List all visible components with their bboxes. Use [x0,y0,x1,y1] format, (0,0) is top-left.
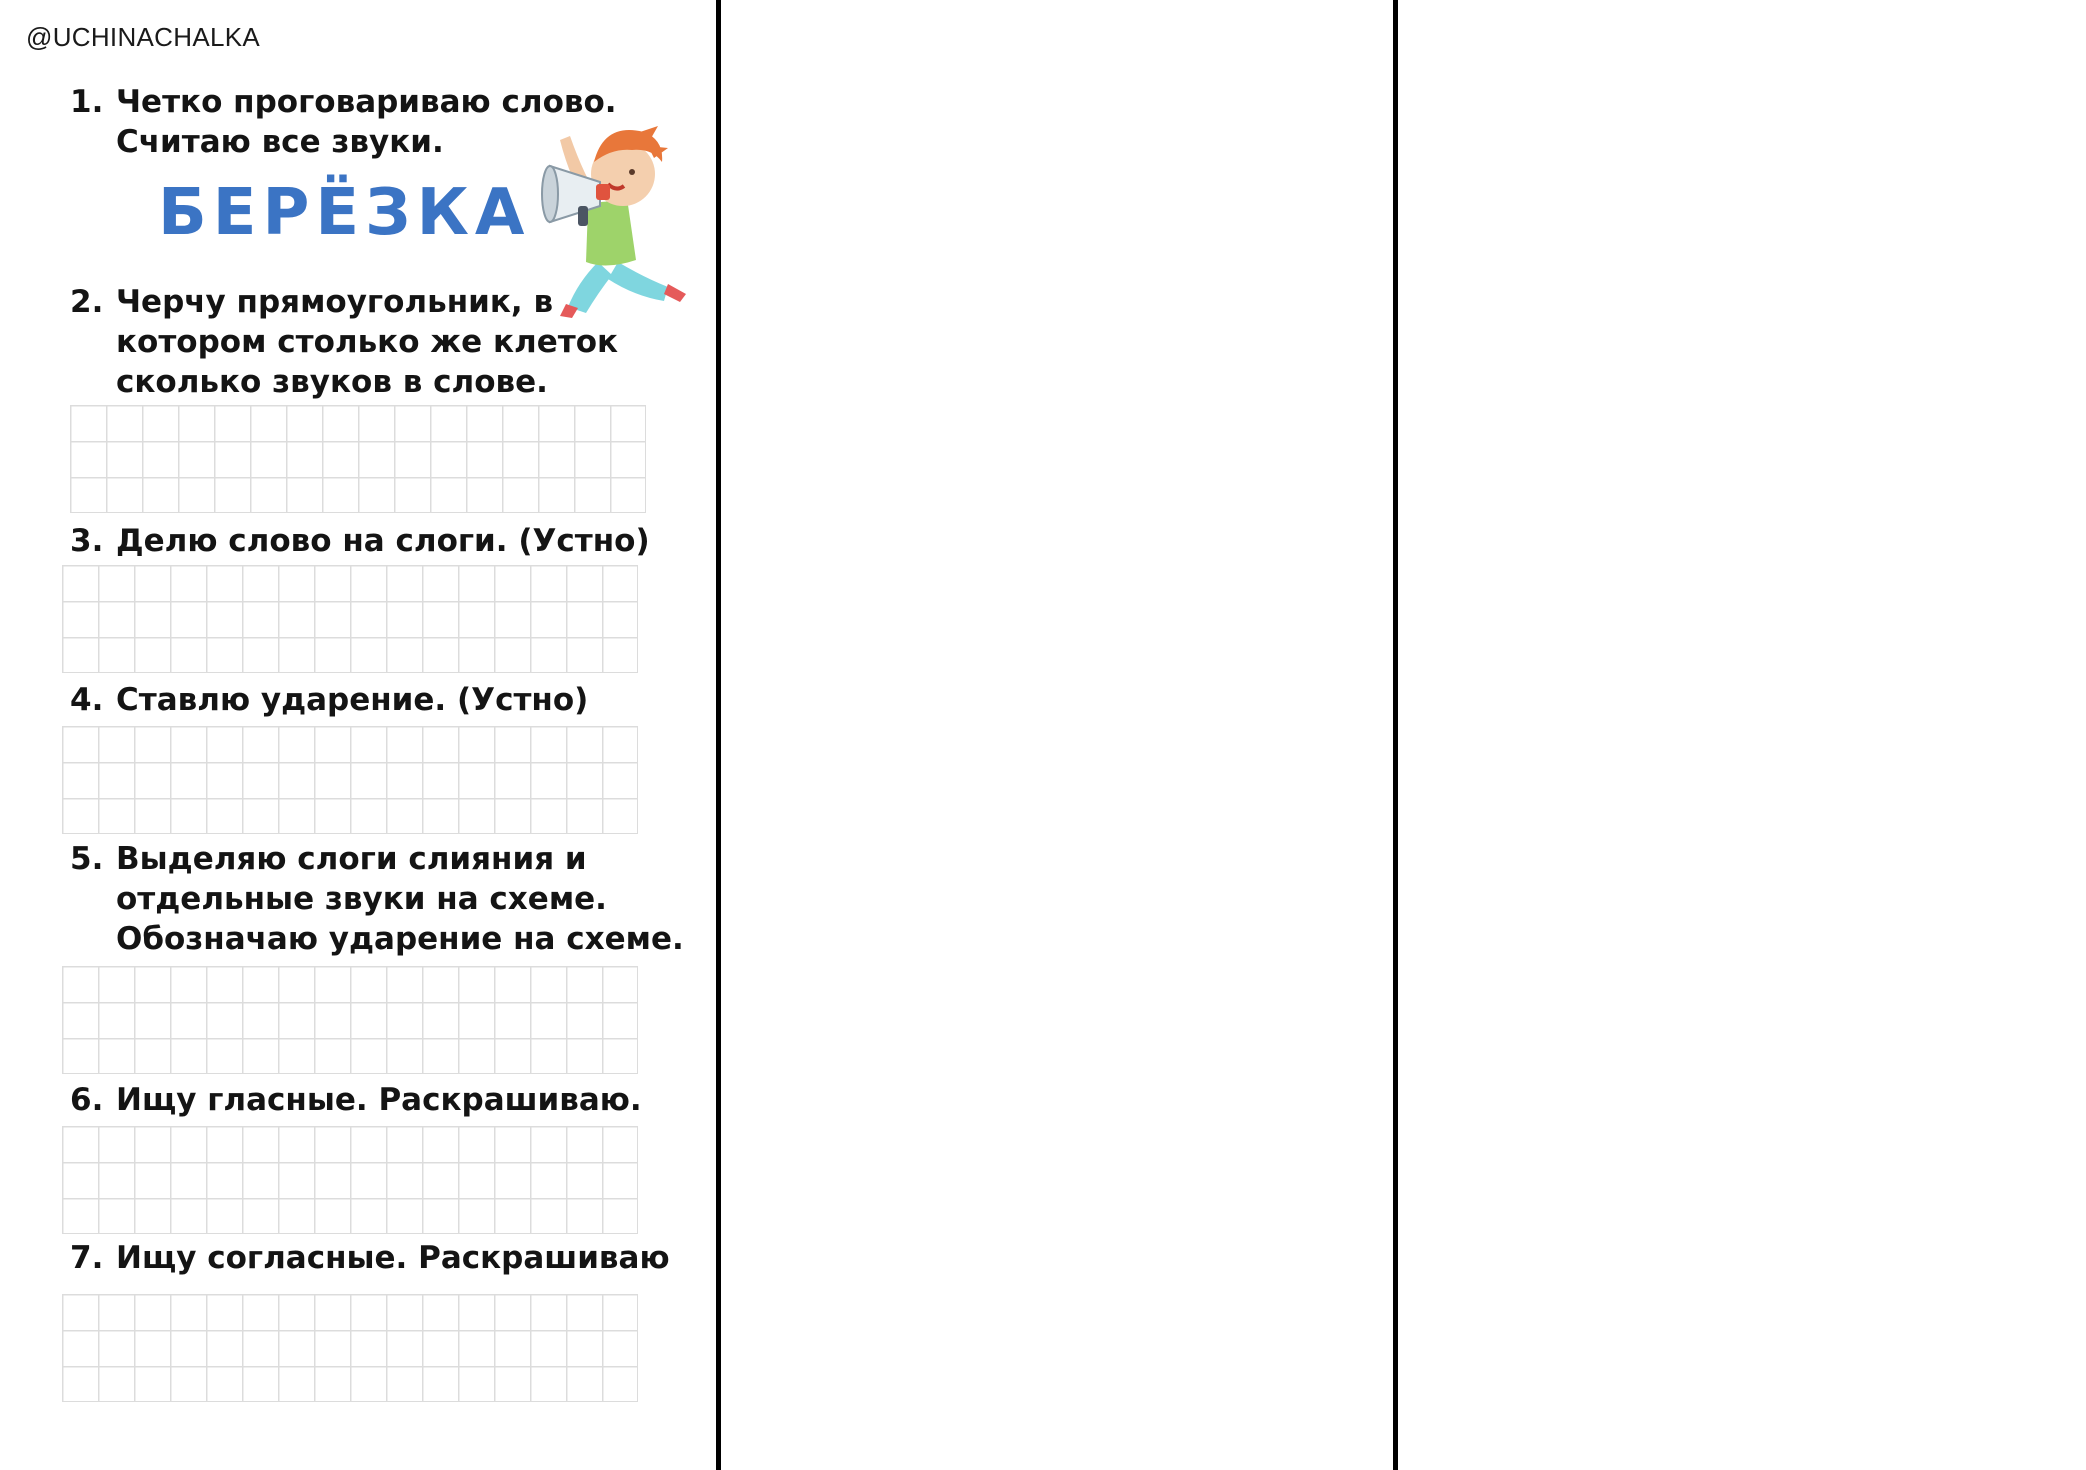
step-line: Делю слово на слоги. (Устно) [116,523,650,559]
column-divider [716,0,721,1470]
step-number: 2. [70,284,104,320]
step-line: Черчу прямоугольник, в [116,284,554,320]
step-line: Ищу согласные. Раскрашиваю [116,1240,670,1276]
step-number: 6. [70,1082,104,1118]
step-number: 5. [70,841,104,877]
step-line: Считаю все звуки. [116,124,444,160]
step-line: Обозначаю ударение на схеме. [116,921,684,957]
step-number: 3. [70,523,104,559]
column-divider [1393,0,1398,1470]
step-number: 1. [70,84,104,120]
step-line: сколько звуков в слове. [116,364,548,400]
step-number: 4. [70,682,104,718]
step-number: 7. [70,1240,104,1276]
step-line: Выделяю слоги слияния и [116,841,587,877]
scheme-layer [0,0,700,1470]
handle-label: @UCHINACHALKA [26,22,261,52]
step-line: отдельные звуки на схеме. [116,881,607,917]
step-line: Ищу гласные. Раскрашиваю. [116,1082,642,1118]
step-line: Ставлю ударение. (Устно) [116,682,589,718]
card-column [0,0,700,1470]
step-line: Четко проговариваю слово. [116,84,617,120]
target-word: БЕРЁЗКА [158,176,531,250]
step-line: котором столько же клеток [116,324,619,360]
